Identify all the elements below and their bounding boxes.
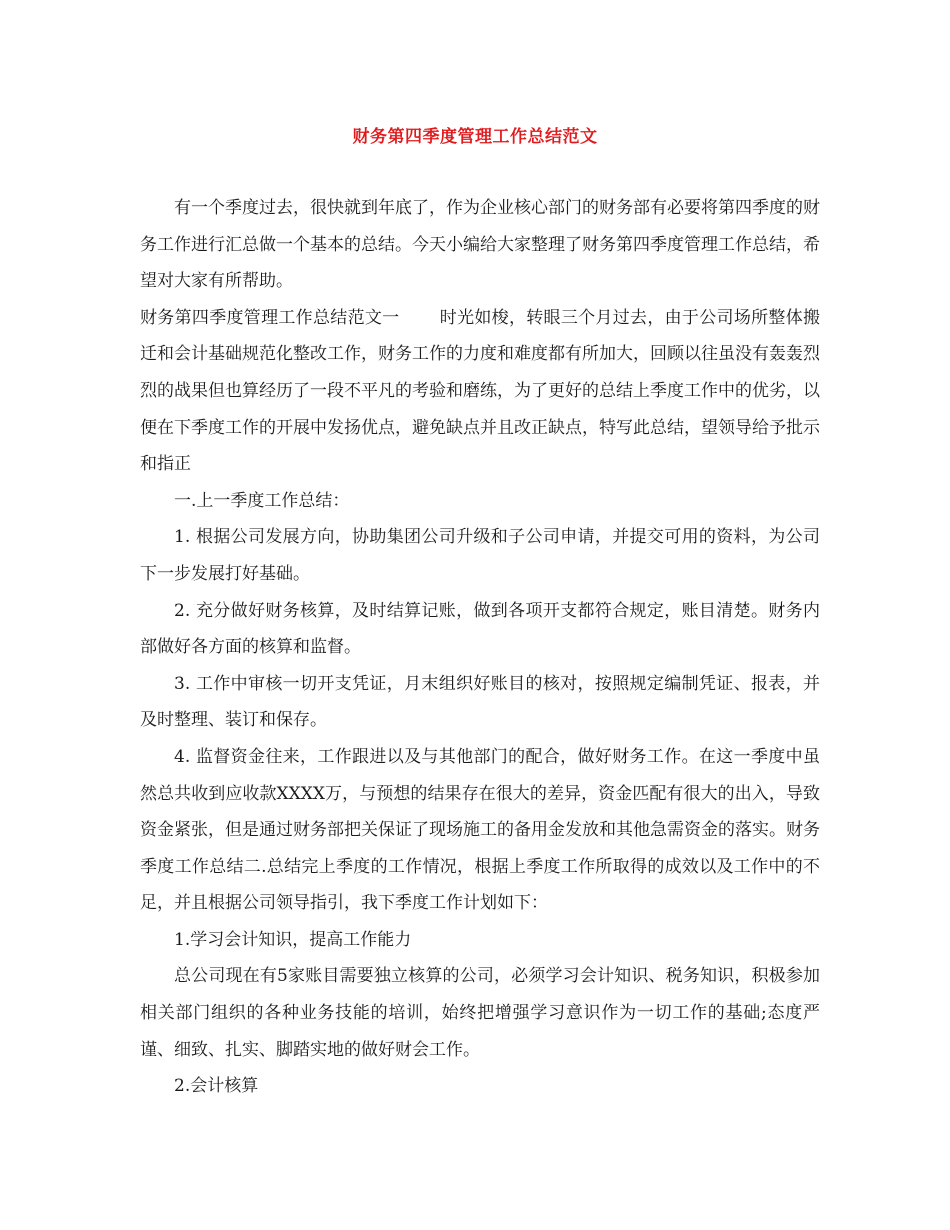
section-one-heading: 一.上一季度工作总结： [174,490,350,511]
document-title: 财务第四季度管理工作总结范文 [352,127,598,147]
sample-heading: 财务第四季度管理工作总结范文一 [140,307,400,328]
sample-paragraph [140,300,820,483]
list-item-1: 1. 根据公司发展方向，协助集团公司升级和子公司申请，并提交可用的资料，为公司下一步发展打好基础。 [140,527,820,584]
list-item-3: 3. 工作中审核一切开支凭证，月末组织好账目的核对，按照规定编制凭证、报表，并及时整理、装订和保存。 [140,673,820,731]
sample-text: 时光如梭，转眼三个月过去，由于公司场所整体搬迁和会计基础规范化整改工作，财务工作的力度和难度都有所加大，回顾以往虽没有轰轰烈烈的战果但也算经历了一段不平凡的考验和磨练，为了更好的总结上季度工作中的优劣，以便在下季度工作的开展中发扬优点，避免缺点并且改正缺点，特写此总结，望领导给予批示和指正 [140,307,821,475]
plan-1-paragraph: 总公司现在有5家账目需要独立核算的公司，必须学习会计知识、税务知识，积极参加相关部门组织的各种业务技能的培训，始终把增强学习意识作为一切工作的基础;态度严谨、细致、扎实、脚踏实地的做好财会工作。 [140,966,820,1060]
list-item-2: 2. 充分做好财务核算，及时结算记账，做到各项开支都符合规定，账目清楚。财务内部做好各方面的核算和监督。 [140,600,820,658]
plan-2-heading: 2.会计核算 [174,1076,259,1097]
plan-1-heading: 1.学习会计知识，提高工作能力 [174,929,412,950]
intro-paragraph: 有一个季度过去，很快就到年底了，作为企业核心部门的财务部有必要将第四季度的财务工作进行汇总做一个基本的总结。今天小编给大家整理了财务第四季度管理工作总结，希望对大家有所帮助。 [140,198,820,292]
list-item-4: 4. 监督资金往来，工作跟进以及与其他部门的配合，做好财务工作。在这一季度中虽然总共收到应收款XXXX万，与预想的结果存在很大的差异，资金匹配有很大的出入，导致资金紧张，但是通过财务部把关保证了现场施工的备用金发放和其他急需资金的落实。财务季度工作总结二.总结完上季度的工作情况，根据上季度工作所取得的成效以及工作中的不足，并且根据公司领导指引，我下季度工作计划如下： [140,746,820,914]
document-body [140,190,820,1105]
